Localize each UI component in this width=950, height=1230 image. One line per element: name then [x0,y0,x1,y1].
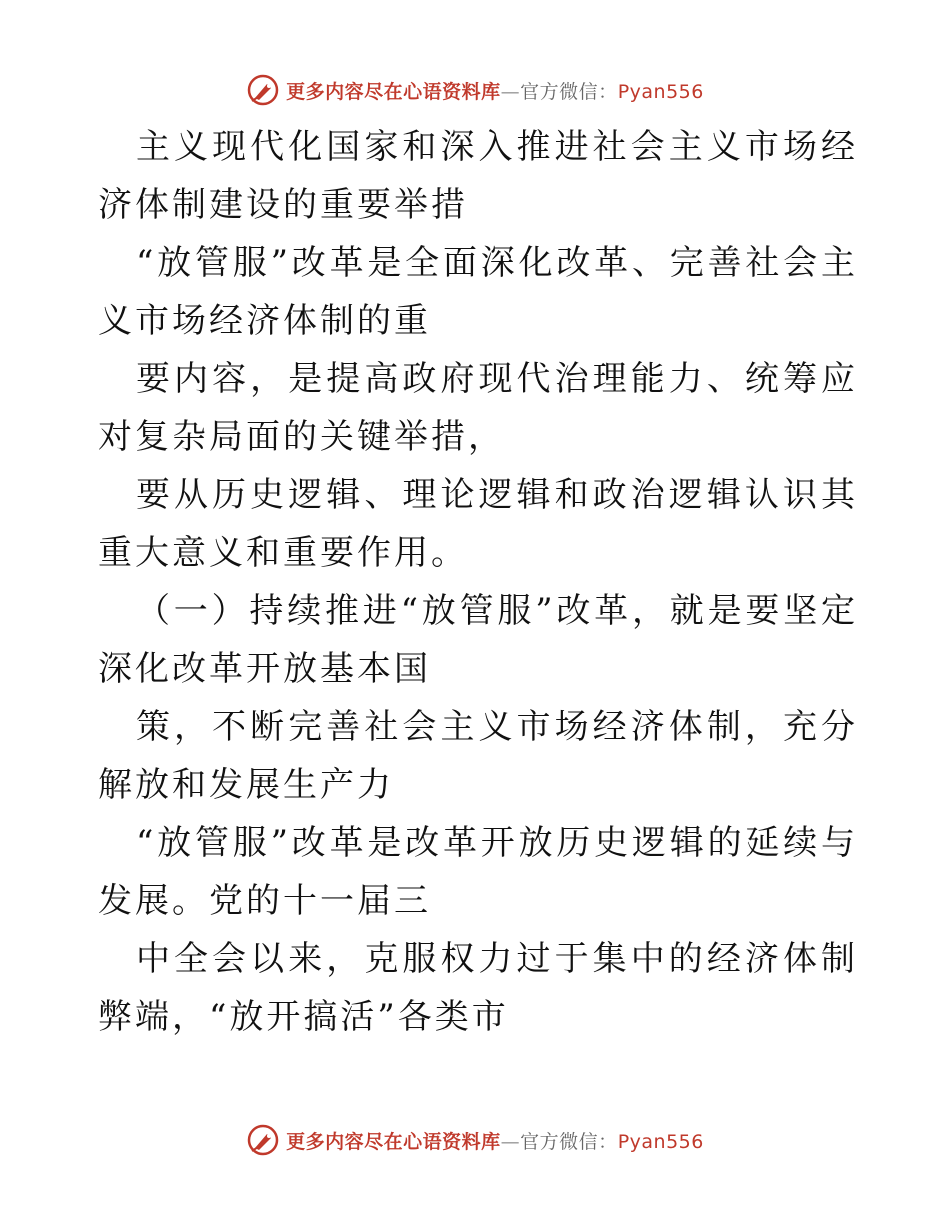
footer-watermark [0,1120,950,1160]
watermark-brand: 更多内容尽在心语资料库 [286,1130,501,1153]
watermark-text [286,77,704,104]
watermark-text [286,1127,704,1154]
pen-nib-circle-icon [246,1123,280,1157]
paragraph: “放管服”改革是全面深化改革、完善社会主义市场经济体制的重 [98,243,858,341]
paragraph: （一）持续推进“放管服”改革，就是要坚定深化改革开放基本国 [98,591,858,689]
document-body [98,118,858,1046]
paragraph: 主义现代化国家和深入推进社会主义市场经济体制建设的重要举措 [98,127,858,225]
pen-nib-circle-icon [246,73,280,107]
watermark-wechat-label: 官方微信： [520,1130,618,1153]
watermark-wechat-id: Pyan556 [617,80,704,103]
watermark-dash: — [500,80,521,103]
paragraph: 要从历史逻辑、理论逻辑和政治逻辑认识其重大意义和重要作用。 [98,475,858,573]
watermark-wechat-id: Pyan556 [617,1130,704,1153]
watermark-brand: 更多内容尽在心语资料库 [286,80,501,103]
watermark-dash: — [500,1130,521,1153]
paragraph: 策，不断完善社会主义市场经济体制，充分解放和发展生产力 [98,707,858,805]
watermark-wechat-label: 官方微信： [520,80,618,103]
paragraph: 要内容，是提高政府现代治理能力、统筹应对复杂局面的关键举措， [98,359,858,457]
header-watermark [0,70,950,110]
paragraph: “放管服”改革是改革开放历史逻辑的延续与发展。党的十一届三 [98,823,858,921]
paragraph: 中全会以来，克服权力过于集中的经济体制弊端，“放开搞活”各类市 [98,939,858,1037]
